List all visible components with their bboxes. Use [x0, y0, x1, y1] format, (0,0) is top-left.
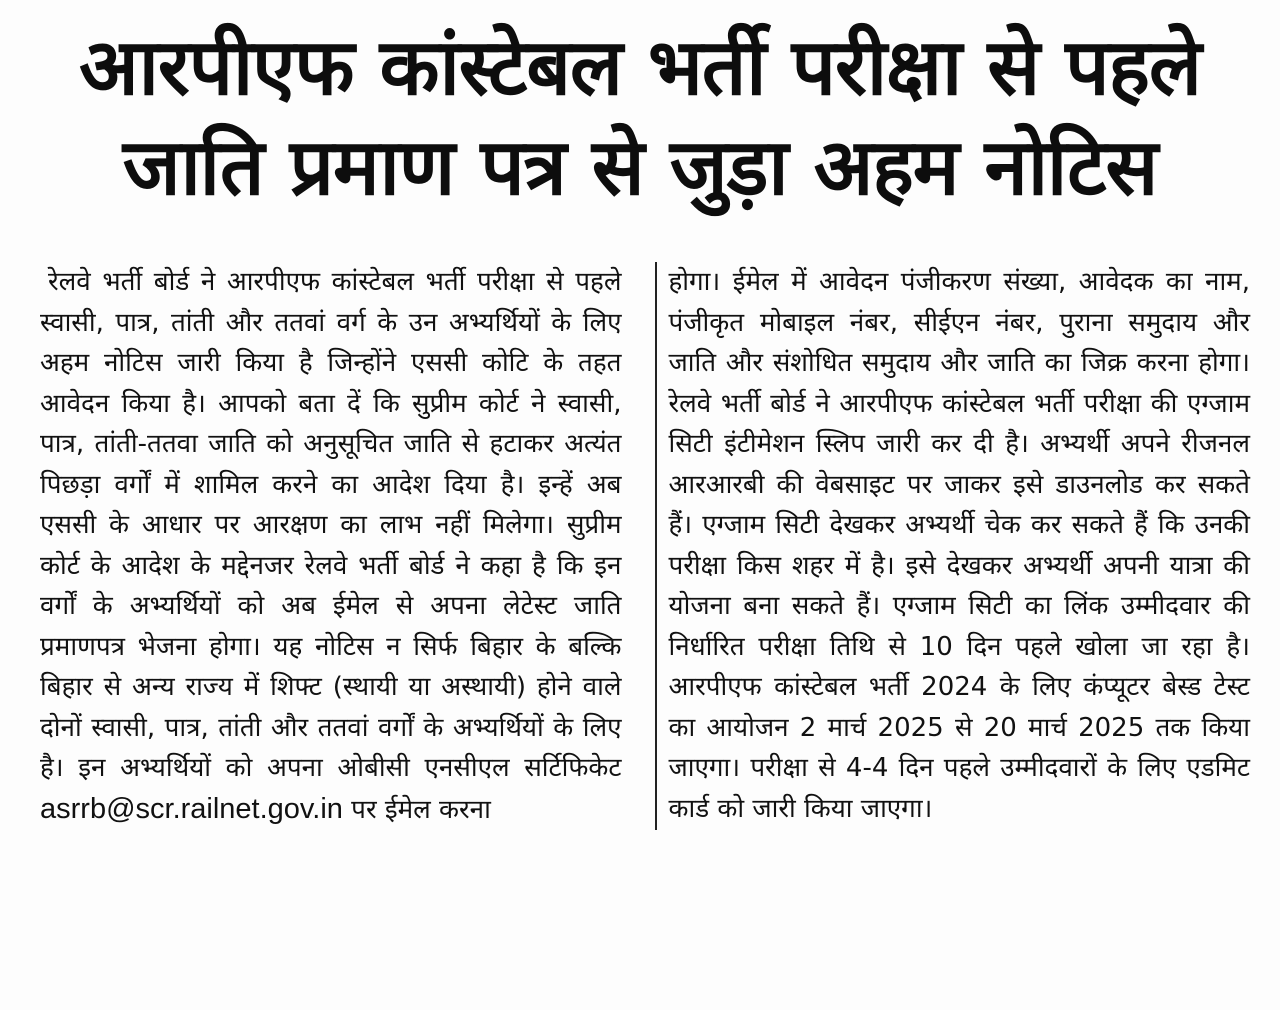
article-column-right	[655, 262, 1251, 830]
article-text-left: रेलवे भर्ती बोर्ड ने आरपीएफ कांस्टेबल भर्ती परीक्षा से पहले स्वासी, पात्र, तांती और ततवां वर्ग के उन अभ्यर्थियों के लिए अहम नोटिस जारी किया है जिन्होंने एससी कोटि के तहत आवेदन किया है। आपको बता दें कि सुप्रीम कोर्ट ने स्वासी, पात्र, तांती-ततवा जाति को अनुसूचित जाति से हटाकर अत्यंत पिछड़ा वर्गों में शामिल करने का आदेश दिया है। इन्हें अब एससी के आधार पर आरक्षण का लाभ नहीं मिलेगा। सुप्रीम कोर्ट के आदेश के मद्देनजर रेलवे भर्ती बोर्ड ने कहा है कि इन वर्गों के अभ्यर्थियों को अब ईमेल से अपना लेटेस्ट जाति प्रमाणपत्र भेजना होगा। यह नोटिस न सिर्फ बिहार के बल्कि बिहार से अन्य राज्य में शिफ्ट (स्थायी या अस्थायी) होने वाले दोनों स्वासी, पात्र, तांती और ततवां वर्गों के अभ्यर्थियों के लिए है। इन अभ्यर्थियों को अपना ओबीसी एनसीएल सर्टिफिकेट	[40, 267, 622, 783]
article-body	[40, 262, 1250, 830]
article-text-right: होगा। ईमेल में आवेदन पंजीकरण संख्या, आवेदक का नाम, पंजीकृत मोबाइल नंबर, सीईएन नंबर, पुराना समुदाय और जाति और संशोधित समुदाय और जाति का जिक्र करना होगा। रेलवे भर्ती बोर्ड ने आरपीएफ कांस्टेबल भर्ती परीक्षा की एग्जाम सिटी इंटीमेशन स्लिप जारी कर दी है। अभ्यर्थी अपने रीजनल आरआरबी की वेबसाइट पर जाकर इसे डाउनलोड कर सकते हैं। एग्जाम सिटी देखकर अभ्यर्थी चेक कर सकते हैं कि उनकी परीक्षा किस शहर में है। इसे देखकर अभ्यर्थी अपनी यात्रा की योजना बना सकते हैं। एग्जाम सिटी का लिंक उम्मीदवार की निर्धारित परीक्षा तिथि से 10 दिन पहले खोला जा रहा है। आरपीएफ कांस्टेबल भर्ती 2024 के लिए कंप्यूटर बेस्ड टेस्ट का आयोजन 2 मार्च 2025 से 20 मार्च 2025 तक किया जाएगा। परीक्षा से 4-4 दिन पहले उम्मीदवारों के लिए एडमिट कार्ड को जारी किया जाएगा।	[668, 267, 1250, 824]
article-paragraph-left	[40, 262, 622, 830]
article-text-left-end: पर ईमेल करना	[351, 794, 491, 825]
article-column-left	[40, 262, 622, 830]
headline-line-2: जाति प्रमाण पत्र से जुड़ा अहम नोटिस	[122, 123, 1158, 213]
headline	[20, 18, 1260, 218]
email-address: asrrb@scr.railnet.gov.in	[40, 792, 343, 825]
headline-line-1: आरपीएफ कांस्टेबल भर्ती परीक्षा से पहले	[79, 23, 1201, 113]
